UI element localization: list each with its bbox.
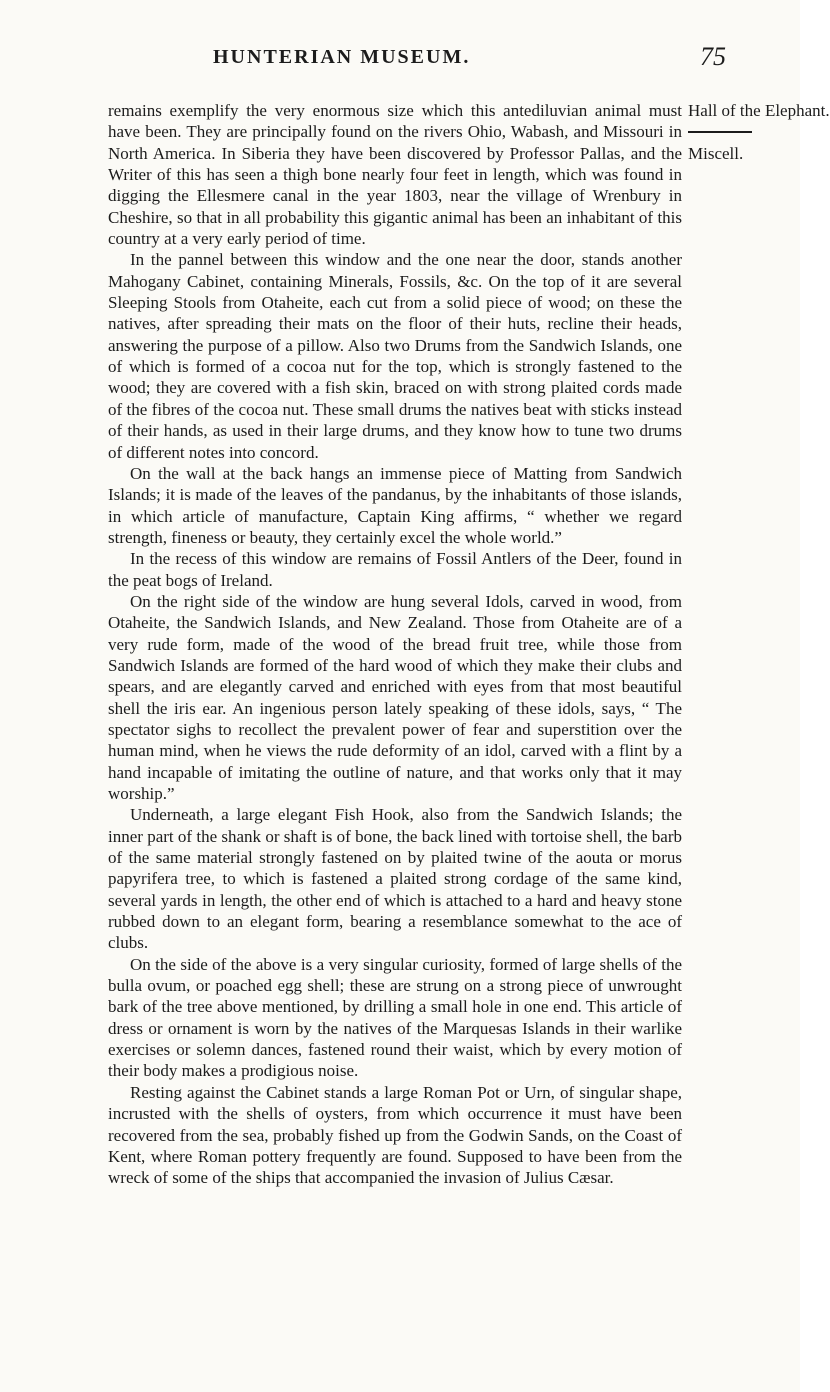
side-note-hall-of-the-elephant: Hall of the Elephant. (688, 101, 830, 120)
paragraph-roman-urn: Resting against the Cabinet stands a large Roman Pot or Urn, of singular shape, incrusted with the shells of oysters, from which occurrence it must have been recovered from the sea, probably fished up from the Godwin Sands, on the Coast of Kent, where Roman pottery frequently are found. Supposed to have been from the wreck of some of the ships that accompanied the invasion of Julius Cæsar. (108, 1082, 682, 1188)
side-note-miscell: Miscell. (688, 144, 744, 164)
paragraph-fossil-antlers: In the recess of this window are remains of Fossil Antlers of the Deer, found in the peat bogs of Ireland. (108, 549, 682, 590)
page-number: 75 (700, 42, 726, 71)
margin-notes (688, 100, 830, 165)
paragraph-idols: On the right side of the window are hung several Idols, carved in wood, from Otaheite, the Sandwich Islands, and New Zealand. Those from Otaheite are of a very rude form, made of the wood of the bread fruit tree, while those from Sandwich Islands are formed of the hard wood of which they make their clubs and spears, and are elegantly carved and enriched with eyes from that most beautiful shell the iris ear. An ingenious person lately speaking of these idols, says, “ The spectator sighs to recollect the prevalent power of fear and superstition over the human mind, when he views the rude deformity of an idol, carved with a flint by a hand incapable of imitating the outline of nature, and that works only that it may worship.” (108, 591, 682, 803)
paragraph-mahogany-cabinet: In the pannel between this window and the one near the door, stands another Mahogany Cabinet, containing Minerals, Fossils, &c. On the top of it are several Sleeping Stools from Otaheite, each cut from a solid piece of wood; on these the natives, after spreading their mats on the floor of their huts, recline their heads, answering the purpose of a pillow. Also two Drums from the Sandwich Islands, one of which is formed of a cocoa nut for the top, which is strongly fastened to the wood; they are covered with a fish skin, braced on with strong plaited cords made of the fibres of the cocoa nut. These small drums the natives beat with sticks instead of their hands, as used in their large drums, and they know how to tune two drums of different notes into concord. (108, 250, 682, 462)
body-text (108, 100, 682, 1189)
paragraph-mammoth-remains: remains exemplify the very enormous size which this antediluvian animal must have been. They are principally found on the rivers Ohio, Wabash, and Missouri in North America. In Siberia they have been discovered by Professor Pallas, and the Writer of this has seen a thigh bone nearly four feet in length, which was found in digging the Ellesmere canal in the year 1803, near the village of Wrenbury in Cheshire, so that in all probability this gigantic animal has been an inhabitant of this country at a very early period of time. (108, 101, 682, 249)
paragraph-fish-hook: Underneath, a large elegant Fish Hook, also from the Sandwich Islands; the inner part of the shank or shaft is of bone, the back lined with tortoise shell, the barb of the same material strongly fastened on by plaited twine of the aouta or morus papyrifera tree, to which is fastened a plaited strong cordage of the same kind, several yards in length, the other end of which is attached to a hard and heavy stone rubbed down to an elegant form, bearing a resemblance somewhat to the ace of clubs. (108, 805, 682, 953)
running-title: HUNTERIAN MUSEUM. (213, 46, 471, 68)
paragraph-bulla-ovum-shells: On the side of the above is a very singular curiosity, formed of large shells of the bulla ovum, or poached egg shell; these are strung on a strong piece of unwrought bark of the tree above mentioned, by drilling a small hole in one end. This article of dress or ornament is worn by the natives of the Marquesas Islands in their warlike exercises or solemn dances, fastened round their waist, which by every motion of their body makes a prodigious noise. (108, 954, 682, 1081)
side-note-divider (688, 131, 752, 133)
running-head (0, 42, 800, 76)
paragraph-matting: On the wall at the back hangs an immense piece of Matting from Sandwich Islands; it is made of the leaves of the pandanus, by the inhabitants of those islands, in which article of manufacture, Captain King affirms, “ whether we regard strength, fineness or beauty, they certainly excel the whole world.” (108, 463, 682, 547)
